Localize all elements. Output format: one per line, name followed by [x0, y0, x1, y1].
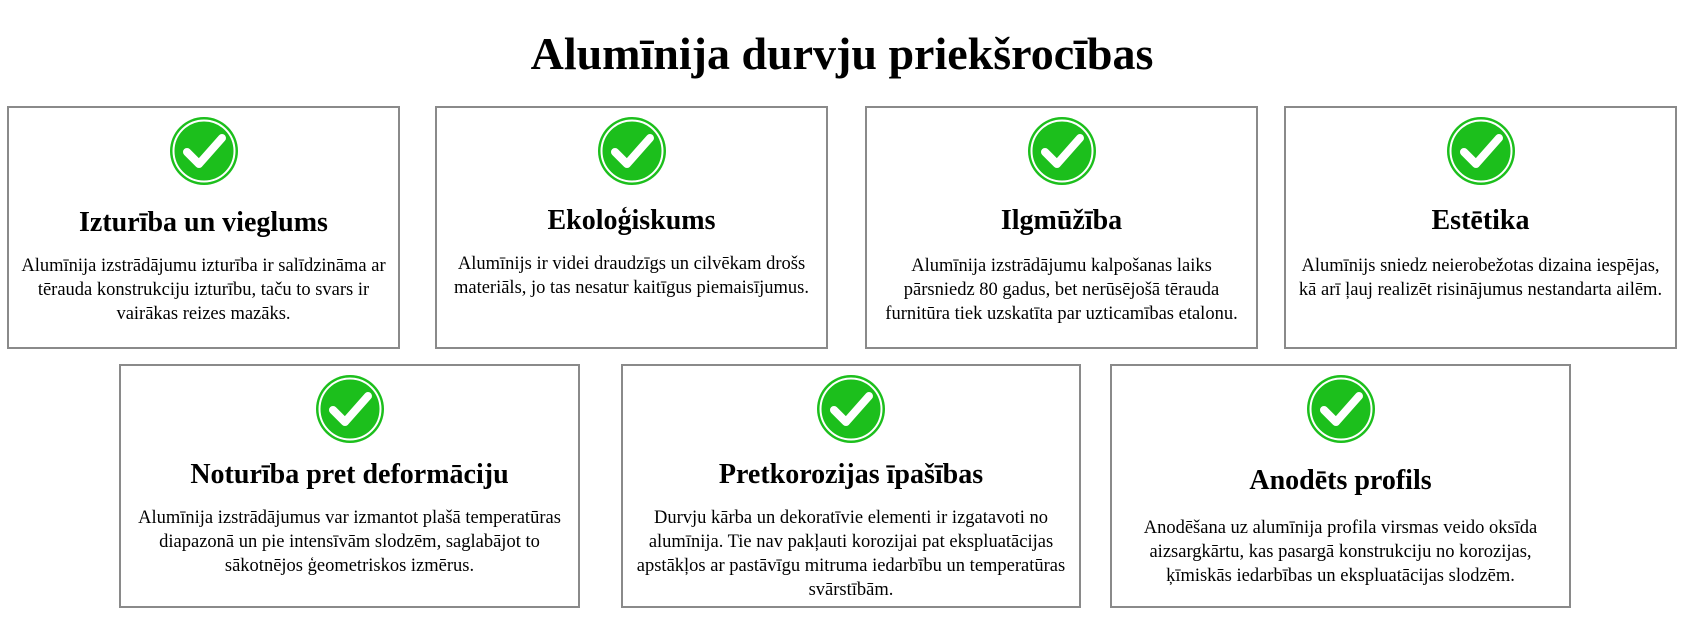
card-title: Ilgmūžība — [1000, 205, 1123, 236]
benefit-card-strength-lightness — [7, 106, 400, 349]
card-title: Estētika — [1431, 205, 1530, 236]
card-text: Alumīnija izstrādājumu izturība ir salīdzināma ar tērauda konstrukciju izturību, taču to svars ir vairākas reizes mazāks. — [21, 256, 386, 324]
card-title: Izturība un vieglums — [79, 207, 328, 238]
check-circle-icon — [1027, 116, 1097, 186]
benefit-card-deformation-resistance — [119, 364, 580, 608]
card-text: Alumīnija izstrādājumu kalpošanas laiks pārsniedz 80 gadus, bet nerūsējošā tērauda furnitūra tiek uzskatīta par uzticamības etalonu. — [885, 256, 1238, 324]
card-title: Anodēts profils — [1249, 465, 1432, 496]
benefit-card-anodized-profile — [1110, 364, 1571, 608]
benefit-card-anticorrosion — [621, 364, 1081, 608]
card-title: Noturība pret deformāciju — [190, 459, 509, 490]
check-circle-icon — [169, 116, 239, 186]
benefit-card-ecology — [435, 106, 828, 349]
card-text: Alumīnija izstrādājumus var izmantot plašā temperatūras diapazonā un pie intensīvām slodzēm, saglabājot to sākotnējos ģeometriskos izmērus. — [138, 508, 561, 576]
check-circle-icon — [1446, 116, 1516, 186]
check-circle-icon — [816, 374, 886, 444]
check-circle-icon — [597, 116, 667, 186]
card-text: Alumīnijs sniedz neierobežotas dizaina iespējas, kā arī ļauj realizēt risinājumus nestandarta ailēm. — [1298, 256, 1663, 300]
check-circle-icon — [1306, 374, 1376, 444]
benefit-card-longevity — [865, 106, 1258, 349]
card-text: Alumīnijs ir videi draudzīgs un cilvēkam drošs materiāls, jo tas nesatur kaitīgus piemaisījumus. — [453, 254, 810, 298]
card-title: Pretkorozijas īpašības — [718, 459, 984, 490]
card-text: Anodēšana uz alumīnija profila virsmas veido oksīda aizsargkārtu, kas pasargā konstrukciju no korozijas, ķīmiskās iedarbības un ekspluatācijas slodzēm. — [1143, 518, 1538, 586]
check-circle-icon — [315, 374, 385, 444]
benefit-card-aesthetics — [1284, 106, 1677, 349]
card-title: Ekoloģiskums — [547, 205, 716, 236]
card-text: Durvju kārba un dekoratīvie elementi ir izgatavoti no alumīnija. Tie nav pakļauti korozijai pat ekspluatācijas apstākļos ar pastāvīgu mitruma iedarbību un temperatūras svārstībām. — [636, 508, 1066, 600]
page-title: Alumīnija durvju priekšrocības — [530, 28, 1154, 79]
